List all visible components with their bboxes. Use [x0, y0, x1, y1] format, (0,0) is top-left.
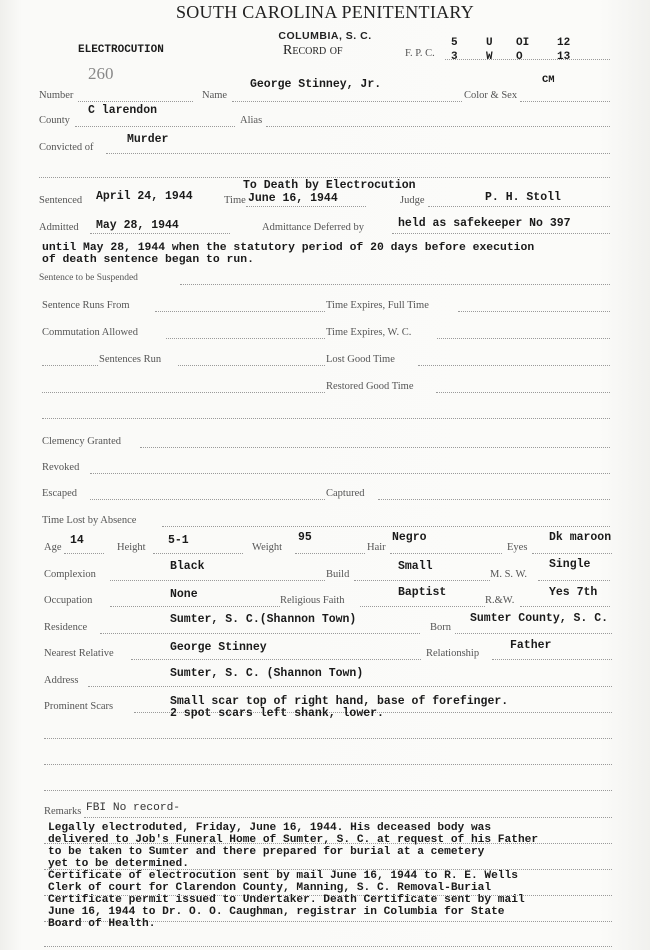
- time-label: Time: [224, 195, 246, 206]
- address-line: [88, 686, 612, 687]
- revoked-line: [90, 473, 610, 474]
- relationship-value: Father: [510, 639, 552, 652]
- nearest-relative-value: George Stinney: [170, 641, 267, 654]
- hair-line: [390, 553, 502, 554]
- sentence-suspended-line: [180, 284, 610, 285]
- nearest-relative-label: Nearest Relative: [44, 648, 114, 659]
- fpc-top-1: 5: [451, 37, 458, 49]
- name-line: [232, 101, 462, 102]
- address-value: Sumter, S. C. (Shannon Town): [170, 667, 364, 680]
- admittance-deferred-line: [392, 233, 610, 234]
- convicted-of-line-2: [39, 177, 610, 178]
- sentence-suspended-label: Sentence to be Suspended: [39, 273, 138, 283]
- sentences-run-pre-line: [42, 365, 98, 366]
- sentenced-label: Sentenced: [39, 195, 83, 206]
- sentence-runs-from-line: [155, 311, 325, 312]
- blank-line-4: [44, 790, 612, 791]
- fpc-top-3: OI: [516, 37, 530, 49]
- document-subtitle: COLUMBIA, S. C.: [278, 30, 372, 42]
- religious-faith-label: Religious Faith: [280, 595, 345, 606]
- admitted-line: [90, 233, 230, 234]
- relationship-label: Relationship: [426, 648, 480, 659]
- msw-value: Single: [549, 558, 591, 571]
- color-sex-value: CM: [542, 74, 555, 86]
- rw-value: Yes 7th: [549, 586, 598, 599]
- complexion-label: Complexion: [44, 569, 96, 580]
- time-expires-wc-line: [437, 338, 610, 339]
- record-type: ELECTROCUTION: [78, 44, 164, 56]
- remarks-line-text-1: Legally electroduted, Friday, June 16, 1944. His deceased body was: [48, 822, 492, 834]
- alias-line: [266, 126, 610, 127]
- remarks-first: FBI No record-: [86, 802, 180, 814]
- age-line: [64, 553, 104, 554]
- clemency-line: [140, 447, 610, 448]
- county-label: County: [39, 115, 70, 126]
- time-lost-absence-label: Time Lost by Absence: [42, 515, 137, 526]
- rw-line: [520, 606, 610, 607]
- build-label: Build: [326, 569, 350, 580]
- build-value: Small: [398, 560, 433, 573]
- eyes-label: Eyes: [507, 542, 528, 553]
- born-line: [455, 633, 612, 634]
- religious-faith-line: [360, 606, 485, 607]
- captured-label: Captured: [326, 488, 365, 499]
- sentences-run-label: Sentences Run: [99, 354, 162, 365]
- blank-line-1: [42, 418, 610, 419]
- prominent-scars-label: Prominent Scars: [44, 701, 114, 712]
- number-label: Number: [39, 90, 74, 101]
- judge-value: P. H. Stoll: [485, 191, 561, 204]
- judge-label: Judge: [400, 195, 425, 206]
- eyes-line: [532, 553, 612, 554]
- remarks-line-text-8: June 16, 1944 to Dr. O. O. Caughman, registrar in Columbia for State: [48, 906, 505, 918]
- fpc-bottom-1: 3: [451, 51, 458, 63]
- document-title: SOUTH CAROLINA PENITENTIARY: [175, 2, 475, 22]
- weight-value: 95: [298, 531, 312, 544]
- remarks-line-text-3: to be taken to Sumter and there prepared for burial at a cemetery: [48, 846, 485, 858]
- revoked-label: Revoked: [42, 462, 80, 473]
- fpc-line: [445, 59, 610, 60]
- remarks-line: [84, 817, 612, 818]
- born-label: Born: [430, 622, 451, 633]
- county-line: [75, 126, 235, 127]
- nearest-relative-line: [131, 659, 421, 660]
- color-sex-label: Color & Sex: [464, 90, 518, 101]
- height-label: Height: [117, 542, 146, 553]
- escaped-line: [90, 499, 325, 500]
- religious-faith-value: Baptist: [398, 586, 447, 599]
- eyes-value: Dk maroon: [549, 531, 612, 544]
- occupation-line: [110, 606, 280, 607]
- remarks-label: Remarks: [44, 806, 82, 817]
- remarks-line-text-6: Clerk of court for Clarendon County, Manning, S. C. Removal-Burial: [48, 882, 492, 894]
- address-label: Address: [44, 675, 79, 686]
- weight-line: [295, 553, 365, 554]
- number-line: [78, 101, 193, 102]
- county-value: C larendon: [88, 104, 158, 117]
- color-sex-line: [520, 101, 610, 102]
- sentenced-value: April 24, 1944: [96, 190, 193, 203]
- time-expires-full-line: [458, 311, 610, 312]
- msw-label: M. S. W.: [490, 569, 528, 580]
- fpc-top-4: 12: [557, 37, 571, 49]
- build-line: [354, 580, 490, 581]
- alias-label: Alias: [240, 115, 263, 126]
- fpc-bottom-3: O: [516, 51, 523, 63]
- blank-line-3: [44, 764, 612, 765]
- judge-line: [428, 206, 610, 207]
- remarks-line-text-7: Certificate permit issued to Undertaker. Death Certificate sent by mail: [48, 894, 525, 906]
- height-value: 5-1: [168, 534, 189, 547]
- lost-good-time-line: [418, 365, 610, 366]
- remarks-line-text-5: Certificate of electrocution sent by mail June 16, 1944 to R. E. Wells: [48, 870, 518, 882]
- age-value: 14: [70, 534, 84, 547]
- number-value: 260: [88, 64, 114, 83]
- restored-good-time-label: Restored Good Time: [326, 381, 414, 392]
- relationship-line: [492, 659, 612, 660]
- captured-line: [378, 499, 610, 500]
- scars-line-1: Small scar top of right hand, base of forefinger.: [170, 695, 509, 708]
- remarks-line-text-4: yet to be determined.: [48, 858, 189, 870]
- time-expires-full-label: Time Expires, Full Time: [326, 300, 429, 311]
- admittance-deferred-cont-1: until May 28, 1944 when the statutory period of 20 days before execution: [42, 242, 535, 254]
- fpc-bottom-4: 13: [557, 51, 571, 63]
- name-value: George Stinney, Jr.: [250, 78, 382, 91]
- height-line: [153, 553, 243, 554]
- sentence-runs-from-label: Sentence Runs From: [42, 300, 130, 311]
- convicted-of-line: [106, 153, 610, 154]
- scars-line-2: 2 spot scars left shank, lower.: [170, 707, 384, 720]
- residence-label: Residence: [44, 622, 88, 633]
- restored-line: [436, 392, 610, 393]
- time-value: June 16, 1944: [248, 192, 338, 205]
- lost-good-time-label: Lost Good Time: [326, 354, 395, 365]
- name-label: Name: [202, 90, 228, 101]
- record-of-heading: Record of: [283, 43, 343, 58]
- residence-value: Sumter, S. C.(Shannon Town): [170, 613, 357, 626]
- time-expires-wc-label: Time Expires, W. C.: [326, 327, 412, 338]
- weight-label: Weight: [252, 542, 283, 553]
- fpc-bottom-2: W: [486, 51, 493, 63]
- admitted-label: Admitted: [39, 222, 79, 233]
- remarks-line-text-2: delivered to Job's Funeral Home of Sumter, S. C. at request of his Father: [48, 834, 539, 846]
- commutation-allowed-label: Commutation Allowed: [42, 327, 138, 338]
- remarks-line-text-9: Board of Health.: [48, 918, 156, 930]
- restored-pre-line: [42, 392, 325, 393]
- fpc-label: F. P. C.: [405, 48, 435, 59]
- commutation-line: [166, 338, 325, 339]
- residence-line: [100, 633, 420, 634]
- born-value: Sumter County, S. C.: [470, 612, 609, 625]
- admittance-deferred-cont-2: of death sentence began to run.: [42, 254, 254, 266]
- time-line: [246, 206, 366, 207]
- clemency-granted-label: Clemency Granted: [42, 436, 122, 447]
- time-lost-line: [162, 526, 610, 527]
- complexion-line: [110, 580, 325, 581]
- fpc-top-2: U: [486, 37, 493, 49]
- convicted-of-label: Convicted of: [39, 142, 94, 153]
- age-label: Age: [44, 542, 62, 553]
- remarks-line-6: [44, 946, 612, 947]
- complexion-value: Black: [170, 560, 205, 573]
- rw-label: R.&W.: [485, 595, 515, 606]
- escaped-label: Escaped: [42, 488, 77, 499]
- blank-line-2: [44, 738, 612, 739]
- hair-value: Negro: [392, 531, 427, 544]
- admittance-deferred-label: Admittance Deferred by: [262, 222, 365, 233]
- admittance-deferred-value: held as safekeeper No 397: [398, 217, 571, 230]
- convicted-of-value: Murder: [127, 133, 169, 146]
- sentences-run-line: [178, 365, 325, 366]
- occupation-label: Occupation: [44, 595, 93, 606]
- hair-label: Hair: [367, 542, 386, 553]
- admitted-value: May 28, 1944: [96, 219, 179, 232]
- sentence-note: To Death by Electrocution: [243, 179, 416, 192]
- occupation-value: None: [170, 588, 198, 601]
- msw-line: [538, 580, 610, 581]
